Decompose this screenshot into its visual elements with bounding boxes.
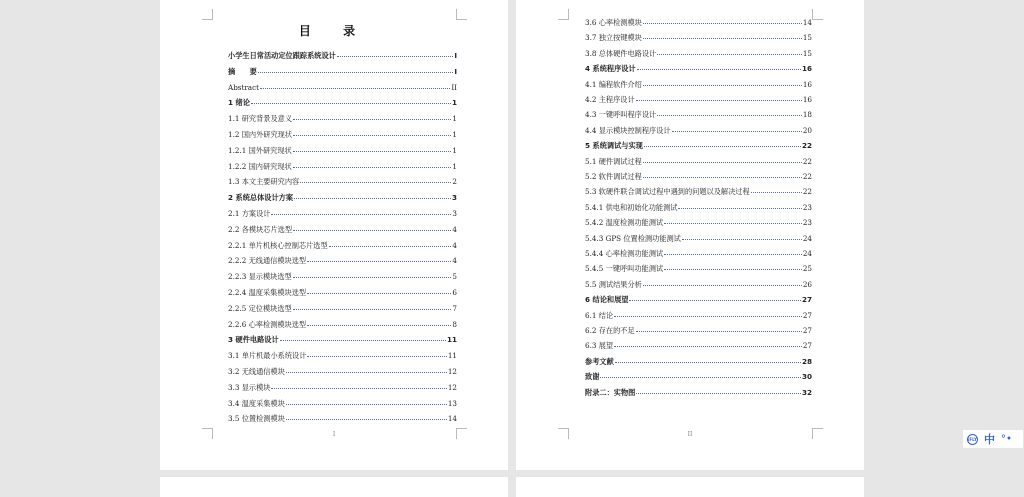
toc-entry[interactable] [228, 146, 457, 158]
toc-entry-page: 12 [447, 382, 457, 392]
toc-entry-label: 小学生日常活动定位跟踪系统设计 [228, 51, 336, 60]
toc-entry[interactable] [228, 51, 457, 63]
leader-dots [251, 103, 451, 104]
toc-entry-page: 3 [451, 193, 457, 203]
toc-entry-label: 3.6 心率检测模块 [585, 18, 642, 27]
toc-entry-page: 16 [802, 95, 812, 104]
toc-entry-page: 1 [452, 161, 457, 171]
toc-entry[interactable] [585, 187, 812, 199]
punctuation-icon[interactable]: °• [1001, 433, 1012, 445]
leader-dots [307, 261, 451, 262]
toc-entry-page: 15 [802, 48, 812, 58]
margin-corner-mark [202, 9, 213, 20]
toc-entry[interactable] [585, 80, 812, 92]
leader-dots [636, 393, 801, 394]
toc-entry-label: 1.3 本文主要研究内容 [228, 177, 300, 187]
toc-entry-label: 2.2.6 心率检测模块选型 [228, 319, 307, 329]
leader-dots [615, 362, 801, 363]
toc-entry-page: 28 [801, 356, 812, 366]
toc-entry-page: 4 [452, 256, 457, 266]
document-page-4 [516, 477, 864, 497]
leader-dots [636, 100, 802, 101]
page-number: II [687, 431, 693, 438]
toc-entry-page: 14 [447, 414, 457, 424]
toc-entry[interactable] [585, 18, 812, 30]
toc-entry[interactable] [585, 95, 812, 107]
leader-dots [307, 325, 451, 326]
toc-entry-page: 16 [801, 64, 812, 74]
toc-entry[interactable] [228, 414, 457, 426]
leader-dots [337, 56, 453, 57]
toc-entry-label: 4.2 主程序设计 [585, 95, 635, 104]
toc-entry[interactable] [228, 67, 457, 79]
toc-entry-page: 11 [447, 351, 457, 361]
leader-dots [643, 23, 802, 24]
toc-entry-page: 16 [802, 79, 812, 89]
leader-dots [657, 54, 802, 55]
toc-entry[interactable] [585, 126, 812, 138]
toc-entry-label: 5.4.3 GPS 位置检测功能测试 [585, 233, 681, 243]
document-page-1 [160, 0, 508, 470]
toc-entry[interactable] [228, 241, 457, 253]
page-number: I [332, 431, 336, 438]
toc-entry[interactable] [228, 209, 457, 221]
toc-entry-label: 2.2.4 温度采集模块选型 [228, 288, 307, 297]
toc-entry[interactable] [585, 218, 812, 230]
toc-entry-label: 5.5 测试结果分析 [585, 279, 642, 289]
leader-dots [293, 277, 452, 278]
toc-entry[interactable] [585, 49, 812, 61]
toc-entry[interactable] [228, 272, 457, 284]
toc-entry-label: 3.4 温度采集模块 [228, 398, 285, 408]
toc-entry-page: 4 [452, 224, 457, 234]
toc-entry[interactable] [585, 388, 812, 400]
leader-dots [286, 372, 447, 373]
leader-dots [293, 230, 451, 231]
leader-dots [643, 85, 802, 86]
toc-entry[interactable] [228, 367, 457, 379]
leader-dots [280, 340, 446, 341]
toc-entry[interactable] [585, 33, 812, 45]
toc-entry-label: 5.4.1 供电和初始化功能测试 [585, 202, 678, 212]
toc-entry-label: 6 结论和展望 [585, 295, 629, 305]
toc-entry[interactable] [228, 83, 457, 95]
toc-entry-label: 4.4 显示模块控制程序设计 [585, 125, 671, 135]
toc-entry-label: 6.3 展望 [585, 341, 614, 351]
leader-dots [672, 131, 802, 132]
toc-entry-page: II [451, 82, 457, 92]
leader-dots [258, 72, 454, 73]
toc-entry[interactable] [228, 98, 457, 110]
toc-entry[interactable] [228, 304, 457, 316]
toc-entry[interactable] [228, 288, 457, 300]
margin-corner-mark [558, 9, 569, 20]
toc-entry-page: 1 [451, 98, 457, 108]
toc-entry-label: 参考文献 [585, 356, 614, 366]
toc-entry-label: 3.5 位置检测模块 [228, 414, 285, 424]
toc-entry-label: 3.3 显示模块 [228, 382, 271, 392]
leader-dots [260, 88, 450, 89]
margin-corner-mark [456, 9, 467, 20]
leader-dots [614, 316, 802, 317]
toc-entry[interactable] [585, 172, 812, 184]
toc-entry[interactable] [228, 114, 457, 126]
toc-entry-label: 4.3 一键呼叫程序设计 [585, 110, 657, 120]
leader-dots [294, 198, 451, 199]
leader-dots [307, 356, 446, 357]
toc-entry-label: 5.4.4 心率检测功能测试 [585, 249, 664, 258]
toc-entry-page: 5 [452, 272, 457, 282]
leader-dots [643, 38, 802, 39]
toc-entry-label: 3.1 单片机最小系统设计 [228, 351, 307, 361]
leader-dots [293, 309, 452, 310]
toc-entry-label: 3.8 总体硬件电路设计 [585, 48, 657, 58]
toc-entry-label: 2.2 各模块芯片选型 [228, 224, 293, 234]
leader-dots [664, 269, 802, 270]
leader-dots [307, 293, 451, 294]
toc-entry[interactable] [585, 249, 812, 261]
toc-entry[interactable] [228, 225, 457, 237]
toc-entry-label: Abstract [228, 82, 260, 92]
toc-entry-page: 7 [452, 303, 457, 313]
toc-entry[interactable] [228, 351, 457, 363]
toc-entry[interactable] [228, 383, 457, 395]
toc-entry-label: 3.7 独立按键模块 [585, 33, 642, 43]
toc-entry-page: 22 [802, 187, 812, 197]
toc-entry-page: 1 [452, 145, 457, 155]
margin-corner-mark [812, 9, 823, 20]
toc-entry[interactable] [228, 320, 457, 332]
toc-entry[interactable] [585, 110, 812, 122]
toc-entry-label: 致谢 [585, 372, 600, 382]
toc-entry-label: 2 系统总体设计方案 [228, 193, 294, 203]
toc-entry-page: 27 [802, 341, 812, 351]
toc-entry[interactable] [585, 357, 812, 369]
ime-toolbar[interactable] [963, 430, 1023, 448]
toc-entry-label: 2.2.1 单片机核心控制芯片选型 [228, 240, 328, 250]
toc-entry[interactable] [585, 326, 812, 338]
leader-dots [678, 208, 801, 209]
toc-entry-label: 1.2.1 国外研究现状 [228, 145, 292, 155]
toc-entry-page: 32 [801, 387, 812, 397]
toc-entry-page: 24 [802, 233, 812, 243]
toc-entry-page: 30 [801, 372, 812, 382]
toc-entry-label: 5.4.5 一键呼叫功能测试 [585, 264, 664, 274]
toc-entry-label: 附录二：实物图 [585, 387, 636, 397]
leader-dots [300, 182, 451, 183]
leader-dots [751, 192, 802, 193]
toc-entry[interactable] [585, 311, 812, 323]
toc-entry-page: 11 [446, 335, 457, 345]
toc-entry-page: 25 [802, 264, 812, 274]
toc-entry-label: 5.3 软硬件联合调试过程中遇到的问题以及解决过程 [585, 187, 750, 197]
leader-dots [643, 177, 802, 178]
toc-entry-page: 22 [802, 156, 812, 166]
toc-entry-page: 14 [802, 18, 812, 27]
leader-dots [643, 285, 802, 286]
toc-entry-page: 15 [802, 33, 812, 43]
toc-entry-page: 23 [802, 202, 812, 212]
toc-entry-label: 4.1 编程软件介绍 [585, 79, 642, 89]
leader-dots [293, 167, 452, 168]
leader-dots [629, 300, 801, 301]
leader-dots [636, 331, 802, 332]
toc-entry-label: 4 系统程序设计 [585, 64, 636, 74]
toc-entry[interactable] [228, 162, 457, 174]
document-page-2 [516, 0, 864, 470]
toc-entry-label: 5.2 软件调试过程 [585, 172, 642, 181]
toc-entry[interactable] [585, 234, 812, 246]
toc-entry-page: I [454, 66, 457, 76]
toc-entry-page: 26 [802, 279, 812, 289]
toc-entry-label: 1.2 国内外研究现状 [228, 130, 293, 139]
toc-entry-page: 3 [452, 209, 457, 218]
toc-entry-page: 23 [802, 218, 812, 228]
toc-entry-page: 22 [801, 141, 812, 151]
leader-dots [614, 346, 802, 347]
toc-entry-page: 1 [452, 130, 457, 139]
toc-entry[interactable] [228, 177, 457, 189]
document-page-3 [160, 477, 508, 497]
leader-dots [293, 151, 452, 152]
toc-entry[interactable] [585, 341, 812, 353]
leader-dots [657, 115, 802, 116]
toc-entry[interactable] [585, 157, 812, 169]
toc-entry-page: 12 [447, 367, 457, 376]
leader-dots [644, 146, 801, 147]
input-mode-toggle[interactable]: 中 [984, 433, 995, 446]
leader-dots [329, 246, 452, 247]
toc-entry-page: 2 [452, 177, 457, 187]
ifly-logo-icon[interactable]: iFLY [967, 434, 978, 445]
toc-entry[interactable] [585, 203, 812, 215]
toc-entry-label: 1.2.2 国内研究现状 [228, 161, 292, 171]
toc-entry-label: 3 硬件电路设计 [228, 335, 279, 345]
toc-entry-page: 18 [802, 110, 812, 120]
toc-entry[interactable] [585, 295, 812, 307]
leader-dots [286, 404, 447, 405]
toc-entry-page: 6 [452, 288, 457, 297]
leader-dots [293, 135, 451, 136]
toc-entry-label: 2.1 方案设计 [228, 209, 271, 218]
leader-dots [637, 69, 801, 70]
toc-entry[interactable] [585, 372, 812, 384]
toc-entry-label: 5 系统调试与实现 [585, 141, 643, 151]
leader-dots [293, 119, 451, 120]
toc-entry-label: 2.2.5 定位模块选型 [228, 303, 292, 313]
toc-entry[interactable] [228, 335, 457, 347]
toc-entry-label: 2.2.2 无线通信模块选型 [228, 256, 307, 266]
leader-dots [271, 214, 451, 215]
toc-entry-page: 1 [452, 114, 457, 124]
leader-dots [286, 419, 447, 420]
toc-entry[interactable] [585, 264, 812, 276]
toc-entry-page: 13 [447, 398, 457, 408]
toc-entry-label: 5.4.2 温度检测功能测试 [585, 218, 664, 228]
leader-dots [682, 239, 802, 240]
toc-entry-label: 6.2 存在的不足 [585, 326, 635, 335]
leader-dots [643, 162, 802, 163]
toc-entry[interactable] [228, 193, 457, 205]
toc-entry-label: 3.2 无线通信模块 [228, 367, 285, 376]
toc-entry-page: 20 [802, 125, 812, 135]
toc-entry[interactable] [585, 64, 812, 76]
toc-entry-page: I [454, 51, 457, 60]
leader-dots [271, 388, 446, 389]
toc-entry-page: 8 [452, 319, 457, 329]
toc-entry-label: 1.1 研究背景及意义 [228, 114, 293, 124]
toc-entry-page: 27 [802, 310, 812, 320]
toc-entry-label: 5.1 硬件调试过程 [585, 156, 642, 166]
toc-entry-label: 2.2.3 显示模块选型 [228, 272, 292, 282]
toc-entry[interactable] [585, 141, 812, 153]
toc-entry-page: 27 [801, 295, 812, 305]
toc-entry[interactable] [228, 399, 457, 411]
toc-entry-page: 27 [802, 326, 812, 335]
leader-dots [664, 254, 802, 255]
toc-title: 目 录 [298, 24, 370, 38]
leader-dots [600, 377, 801, 378]
toc-entry-page: 4 [452, 240, 457, 250]
toc-entry[interactable] [585, 280, 812, 292]
toc-entry-label: 6.1 结论 [585, 310, 614, 320]
toc-entry-page: 24 [802, 249, 812, 258]
toc-entry[interactable] [228, 256, 457, 268]
toc-entry[interactable] [228, 130, 457, 142]
leader-dots [664, 223, 802, 224]
toc-entry-label: 1 绪论 [228, 98, 250, 108]
toc-entry-page: 22 [802, 172, 812, 181]
toc-entry-label: 摘 要 [228, 66, 257, 76]
